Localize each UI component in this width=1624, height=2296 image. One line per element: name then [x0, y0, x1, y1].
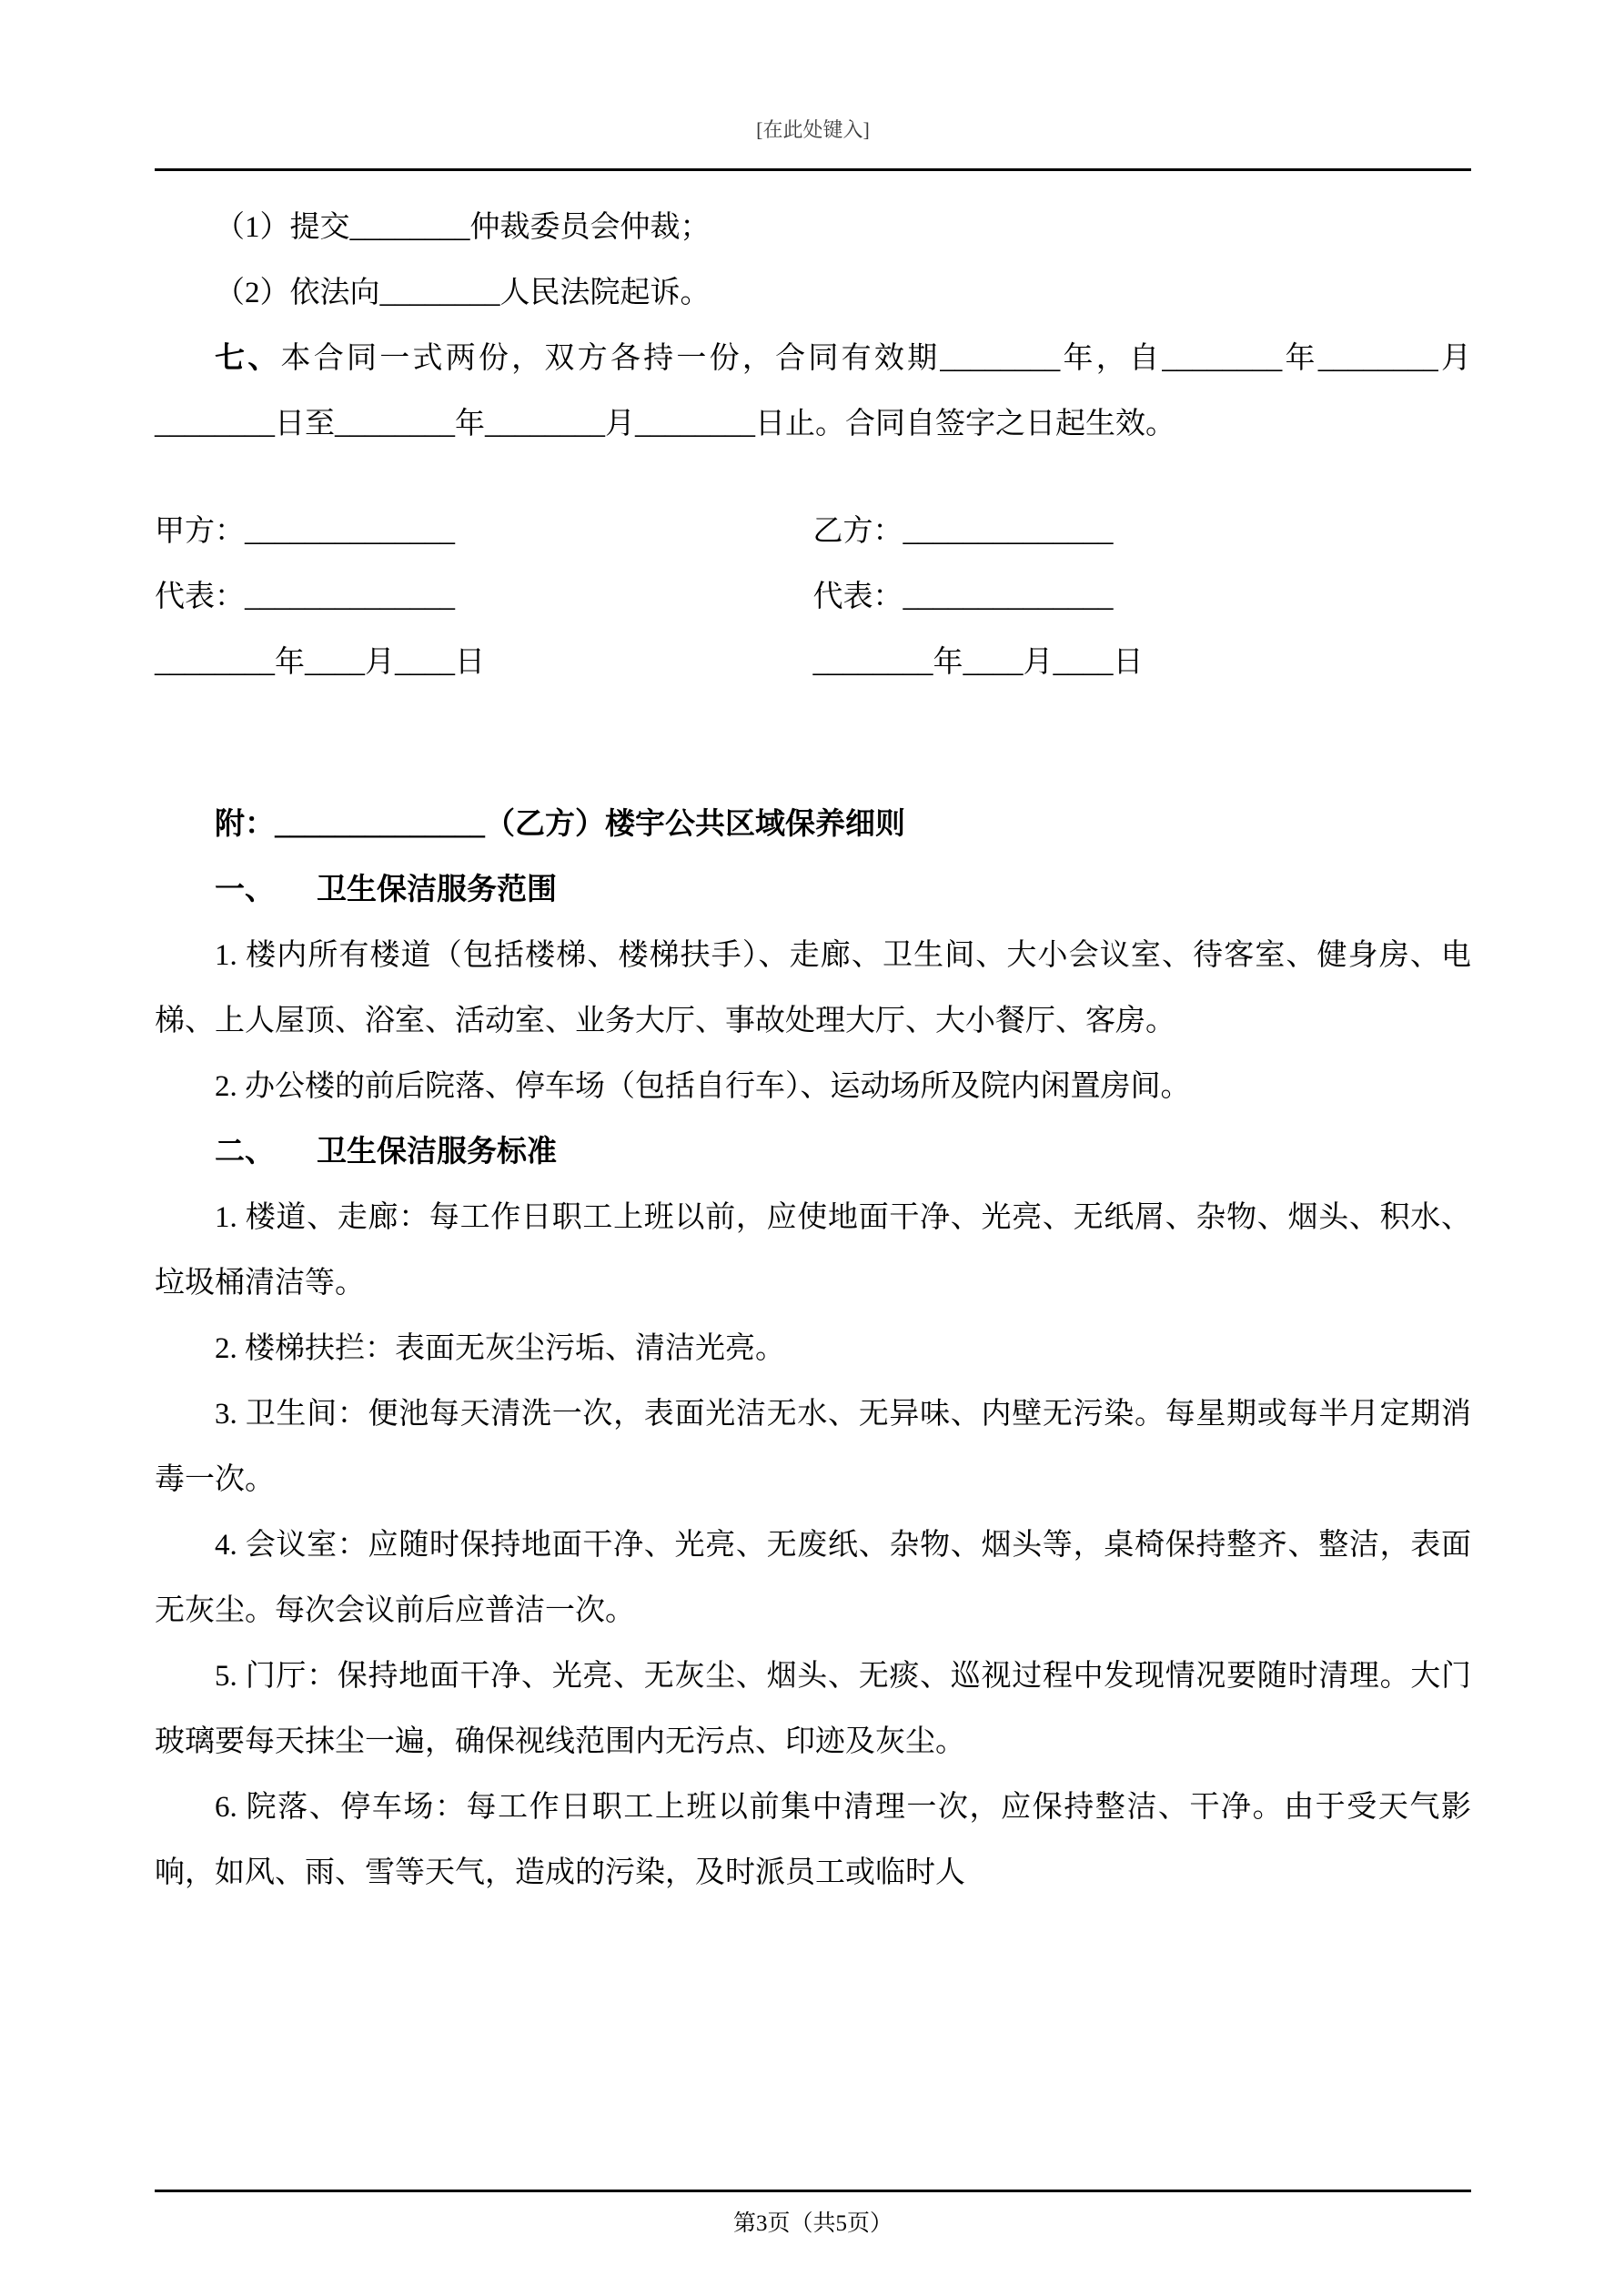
party-a-date-blank: ________年____月____日	[155, 646, 485, 679]
party-b-rep-blank: 代表：______________	[812, 581, 1114, 613]
section-2-item: 2. 楼梯扶拦：表面无灰尘污垢、清洁光亮。	[215, 1332, 785, 1365]
clause-seven-number: 七、	[215, 342, 281, 375]
section-1-item: 1. 楼内所有楼道（包括楼梯、楼梯扶手）、走廊、卫生间、大小会议室、待客室、健身房、电梯、上人屋顶、浴室、活动室、业务大厅、事故处理大厅、大小餐厅、客房。	[155, 939, 1471, 1037]
clause-seven	[155, 326, 1471, 457]
section-1-number: 一、	[215, 874, 275, 906]
appendix-title: 附：______________（乙方）楼宇公共区域保养细则	[215, 808, 905, 841]
section-1-item: 2. 办公楼的前后院落、停车场（包括自行车）、运动场所及院内闲置房间。	[215, 1070, 1191, 1103]
section-2-number: 二、	[215, 1136, 275, 1168]
party-b-name-blank: 乙方：______________	[812, 515, 1114, 548]
section-2-item: 6. 院落、停车场：每工作日职工上班以前集中清理一次，应保持整洁、干净。由于受天气影响，如风、雨、雪等天气，造成的污染，及时派员工或临时人	[155, 1791, 1471, 1889]
clause-option-1: （1）提交________仲裁委员会仲裁；	[215, 211, 711, 244]
section-2-item: 5. 门厅：保持地面干净、光亮、无灰尘、烟头、无痰、巡视过程中发现情况要随时清理。大门玻璃要每天抹尘一遍，确保视线范围内无污点、印迹及灰尘。	[155, 1660, 1471, 1758]
header-type-here-placeholder[interactable]: [在此处键入]	[756, 118, 870, 141]
party-a-name-blank: 甲方：______________	[155, 515, 455, 548]
document-header	[155, 115, 1471, 171]
section-2-heading	[155, 1119, 1471, 1185]
party-a-rep-blank: 代表：______________	[155, 581, 455, 613]
document-body	[155, 182, 1471, 1906]
section-2-item: 3. 卫生间：便池每天清洗一次，表面光洁无水、无异味、内壁无污染。每星期或每半月定期消毒一次。	[155, 1398, 1471, 1496]
clause-seven-text: 本合同一式两份，双方各持一份，合同有效期________年，自________年________月________日至________年________月________日止。合同自签字之日起生效。	[155, 342, 1472, 440]
section-2-title: 卫生保洁服务标准	[317, 1136, 557, 1168]
clause-option-2: （2）依法向________人民法院起诉。	[215, 277, 711, 309]
signature-row-reps	[155, 564, 1471, 630]
signature-row-dates	[155, 630, 1471, 695]
page-number: 第3页（共5页）	[732, 2211, 893, 2236]
section-1-heading	[155, 857, 1471, 923]
party-b-date-blank: ________年____月____日	[812, 646, 1144, 679]
section-2-item: 4. 会议室：应随时保持地面干净、光亮、无废纸、杂物、烟头等，桌椅保持整齐、整洁，表面无灰尘。每次会议前后应普洁一次。	[155, 1529, 1471, 1627]
section-1-title: 卫生保洁服务范围	[317, 874, 557, 906]
section-2-item: 1. 楼道、走廊：每工作日职工上班以前，应使地面干净、光亮、无纸屑、杂物、烟头、积水、垃圾桶清洁等。	[155, 1201, 1471, 1300]
signature-block	[155, 499, 1471, 695]
signature-row-names	[155, 499, 1471, 564]
document-footer	[155, 2190, 1471, 2238]
